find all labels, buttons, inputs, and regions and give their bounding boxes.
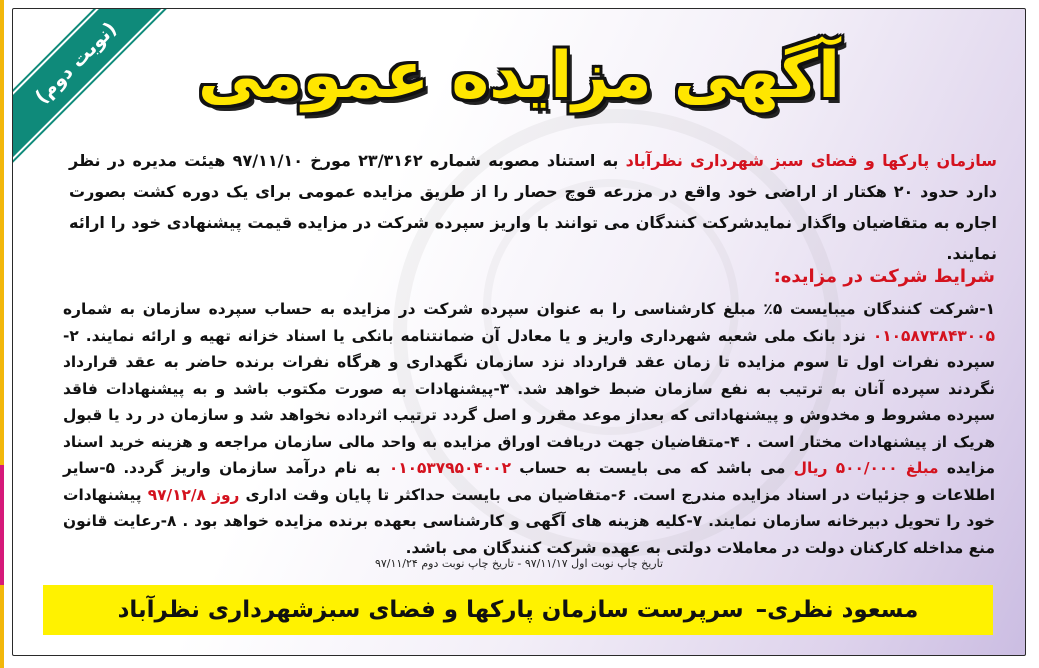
deposit-account-number: ۰۱۰۵۸۷۳۸۴۳۰۰۵ bbox=[872, 326, 995, 345]
round-badge: (نوبت دوم) bbox=[12, 8, 181, 168]
conditions-text-1: ۱-شرکت کنندگان میبایست ۵٪ مبلغ کارشناسی را به عنوان سپرده شرکت در مزایده به حساب سپرده سازمان به شماره bbox=[63, 300, 995, 318]
print-dates: تاریخ چاپ نوبت اول ۹۷/۱۱/۱۷ - تاریخ چاپ نوبت دوم ۹۷/۱۱/۲۴ bbox=[374, 557, 664, 570]
page-title: آگهی مزایده عمومی bbox=[198, 39, 840, 113]
conditions-text-5: پیشنهادات خود را تحویل دبیرخانه سازمان نمایند. ۷-کلیه هزینه های آگهی و کارشناسی بعهده برنده مزایده خواهد بود . ۸-رعایت قانون منع مداخله کارکنان دولت در معاملات دولتی به عهده شرکت کنندگان می باشد. bbox=[63, 485, 995, 557]
document-fee: مبلغ ۵۰۰/۰۰۰ ریال bbox=[793, 459, 939, 477]
intro-text: به استناد مصوبه شماره ۲۳/۳۱۶۲ مورخ ۹۷/۱۱/۱۰ هیئت مدیره در نظر دارد حدود ۲۰ هکتار از اراضی خود واقع در مزرعه قوچ حصار را از طریق مزایده عمومی برای یک دوره کشت بصورت اجاره به متقاضیان واگذار نمایدشرکت کنندگان می توانند با واریز سپرده شرکت در مزایده قیمت پیشنهادی خود را ارائه نمایند. bbox=[69, 151, 998, 263]
signature-bar bbox=[43, 585, 993, 635]
signatory-name: مسعود نظری– bbox=[755, 597, 919, 623]
organization-name: سازمان پارکها و فضای سبز شهرداری نظرآباد bbox=[625, 151, 998, 170]
conditions-text-3: می باشد که می بایست به حساب bbox=[510, 459, 794, 477]
conditions-paragraph bbox=[63, 296, 995, 561]
conditions-heading: شرایط شرکت در مزایده: bbox=[773, 266, 995, 287]
notice-frame bbox=[12, 8, 1026, 656]
left-edge-accent bbox=[0, 465, 4, 585]
revenue-account-number: ۰۱۰۵۳۷۹۵۰۴۰۰۲ bbox=[388, 459, 511, 477]
intro-paragraph bbox=[69, 145, 997, 269]
signatory-role: سرپرست سازمان پارکها و فضای سبزشهرداری نظرآباد bbox=[117, 597, 744, 623]
conditions-text-2: نزد بانک ملی شعبه شهرداری واریز و یا معادل آن ضمانتنامه بانکی یا اسناد خزانه تهیه و ارائه نمایند. ۲-سپرده نفرات اول تا سوم مزایده تا زمان عقد قرارداد نزد سازمان نگهداری و هرگاه نفرات برنده حاضر به عقد قرارداد نگردند سپرده آنان به ترتیب به نفع سازمان ضبط خواهد شد. ۳-پیشنهادات به صورت مکتوب باشد و به پیشنهادات فاقد سپرده مشروط و مخدوش و پیشنهاداتی که بعداز موعد مقرر و اصل گردد ترتیب اثرداده نخواهد شد و سازمان در رد یا قبول هریک از پیشنهادات مختار است . ۴-متقاضیان جهت دریافت اوراق مزایده به واحد مالی سازمان مراجعه و هزینه خرید اسناد مزایده bbox=[63, 326, 996, 477]
submission-deadline: روز ۹۷/۱۲/۸ bbox=[147, 485, 240, 504]
conditions-text-4: به نام درآمد سازمان واریز گردد. ۵-سایر اطلاعات و جزئیات در اسناد مزایده مندرج است. ۶-متقاضیان می بایست حداکثر تا پایان وقت اداری bbox=[63, 459, 995, 504]
